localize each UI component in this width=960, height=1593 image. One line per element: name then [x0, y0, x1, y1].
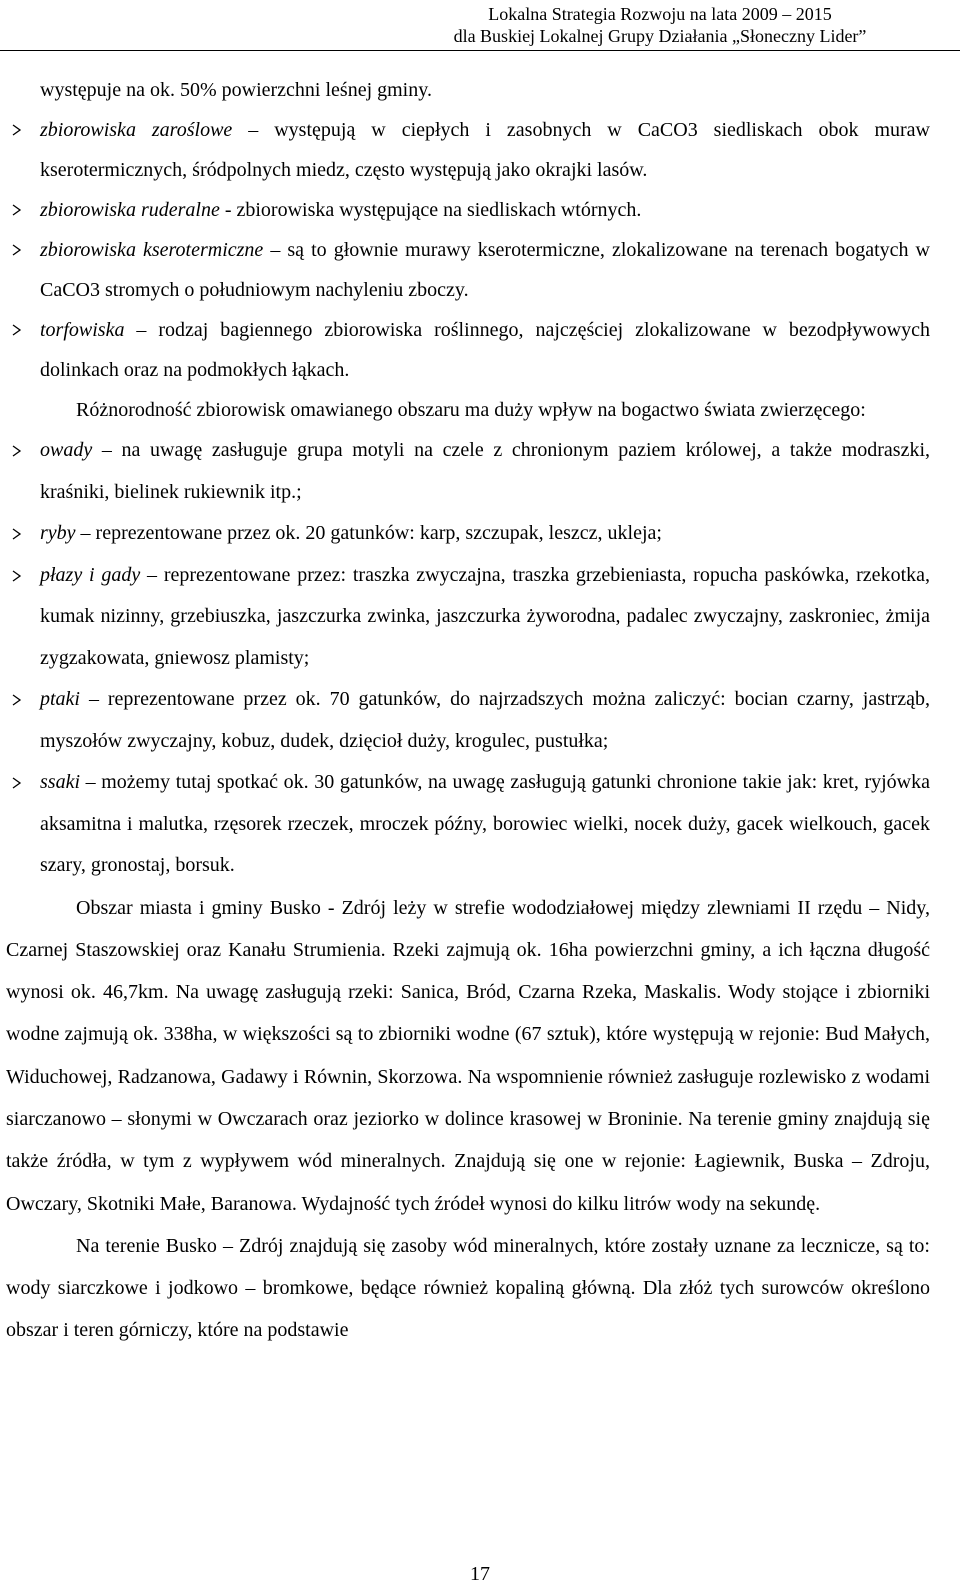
habitat-item: [6, 230, 930, 310]
fauna-term: ssaki: [40, 771, 80, 793]
water-paragraph: Obszar miasta i gminy Busko - Zdrój leży w strefie wododziałowej między zlewniami II rzędu – Nidy, Czarnej Staszowskiej oraz Kanału Strumienia. Rzeki zajmują ok. 16ha powierzchni gminy, a ich łączna długość wynosi ok. 46,7km. Na uwagę zasługują rzeki: Sanica, Bród, Czarna Rzeka, Maskalis. Wody stojące i zbiorniki wodne zajmują ok. 338ha, w większości są to zbiorniki wodne (67 sztuk), które występują w rejonie: Bud Małych, Widuchowej, Radzanowa, Gadawy i Równin, Skorzowa. Na wspomnienie również zasługuje rozlewisko z wodami siarczanowo – słonymi w Owczarach oraz jeziorko w dolince krasowej w Broninie. Na terenie gminy znajdują się także źródła, w tym z wypływem wód mineralnych. Znajdują się one w rejonie: Łagiewnik, Buska – Zdroju, Owczary, Skotniki Małe, Baranowa. Wydajność tych źródeł wynosi do kilku litrów wody na sekundę.: [6, 896, 930, 1215]
habitat-term: zbiorowiska kserotermiczne: [40, 239, 264, 261]
habitat-text: – występują w ciepłych i zasobnych w CaCO3 siedliskach obok muraw kserotermicznych, śródpolnych miedz, często występują jako okrajki lasów.: [40, 119, 930, 181]
arrowhead-bullet-icon: [12, 110, 32, 150]
fauna-text: – reprezentowane przez ok. 20 gatunków: karp, szczupak, leszcz, ukleja;: [75, 522, 662, 544]
arrowhead-bullet-icon: [12, 430, 32, 472]
arrowhead-bullet-icon: [12, 230, 32, 270]
habitat-text: - zbiorowiska występujące na siedliskach wtórnych.: [219, 199, 642, 221]
fauna-term: ryby: [40, 522, 76, 544]
habitat-list: [6, 110, 930, 390]
fauna-item: [6, 679, 930, 762]
habitat-item: [6, 110, 930, 190]
habitat-term: zbiorowiska ruderalne: [40, 199, 220, 221]
fauna-item: [6, 430, 930, 513]
habitat-text: – rodzaj bagiennego zbiorowiska roślinnego, najczęściej zlokalizowane w bezodpływowych dolinkach oraz na podmokłych łąkach.: [40, 319, 930, 381]
fauna-text: – reprezentowane przez: traszka zwyczajna, traszka grzebieniasta, ropucha paskówka, rzekotka, kumak nizinny, grzebiuszka, jaszczurka zwinka, jaszczurka żyworodna, padalec zwyczajny, zaskroniec, żmija zygzakowata, gniewosz plamisty;: [40, 563, 930, 669]
fauna-term: owady: [40, 439, 93, 461]
fauna-text: – reprezentowane przez ok. 70 gatunków, do najrzadszych można zaliczyć: bocian czarny, jastrząb, myszołów zwyczajny, kobuz, dudek, dzięcioł duży, krogulec, pustułka;: [40, 688, 930, 752]
fauna-term: ptaki: [40, 688, 80, 710]
header-rule: [0, 50, 960, 51]
fauna-intro: Różnorodność zbiorowisk omawianego obszaru ma duży wpływ na bogactwo świata zwierzęcego:: [76, 399, 866, 421]
arrowhead-bullet-icon: [12, 762, 32, 804]
arrowhead-bullet-icon: [12, 310, 32, 350]
header-line-2: dla Buskiej Lokalnej Grupy Działania „Słoneczny Lider”: [453, 26, 867, 46]
habitat-item: [6, 310, 930, 390]
arrowhead-bullet-icon: [12, 679, 32, 721]
fauna-item: [6, 555, 930, 680]
fauna-list: [6, 430, 930, 887]
fauna-text: – możemy tutaj spotkać ok. 30 gatunków, na uwagę zasługują gatunki chronione takie jak: kret, ryjówka aksamitna i malutka, rzęsorek rzeczek, mroczek późny, borowiec wielki, nocek duży, gacek wielkouch, gacek szary, gronostaj, borsuk.: [40, 771, 930, 876]
fauna-item: [6, 762, 930, 887]
habitat-item: [6, 190, 930, 230]
habitat-text: – są to głownie murawy kserotermiczne, zlokalizowane na terenach bogatych w CaCO3 stromych o południowym nachyleniu zboczy.: [40, 239, 930, 301]
arrowhead-bullet-icon: [12, 513, 32, 555]
mineral-paragraph: Na terenie Busko – Zdrój znajdują się zasoby wód mineralnych, które zostały uznane za lecznicze, są to: wody siarczkowe i jodkowo – bromkowe, będące również kopaliną główną. Dla złóż tych surowców określono obszar i teren górniczy, które na podstawie: [6, 1234, 930, 1342]
arrowhead-bullet-icon: [12, 190, 32, 230]
header-line-1: Lokalna Strategia Rozwoju na lata 2009 – 2015: [488, 4, 832, 24]
fauna-text: – na uwagę zasługuje grupa motyli na czele z chronionym paziem królowej, a także modraszki, kraśniki, bielinek rukiewnik itp.;: [40, 439, 930, 503]
habitat-term: zbiorowiska zaroślowe: [40, 119, 233, 141]
page-body: [6, 70, 930, 1352]
habitat-term: torfowiska: [40, 319, 125, 341]
fauna-term: płazy i gady: [40, 563, 141, 586]
continuation-line: występuje na ok. 50% powierzchni leśnej gminy.: [40, 79, 432, 101]
fauna-item: [6, 513, 930, 555]
page-number: 17: [470, 1563, 490, 1585]
arrowhead-bullet-icon: [12, 555, 32, 597]
running-header: [400, 3, 920, 47]
